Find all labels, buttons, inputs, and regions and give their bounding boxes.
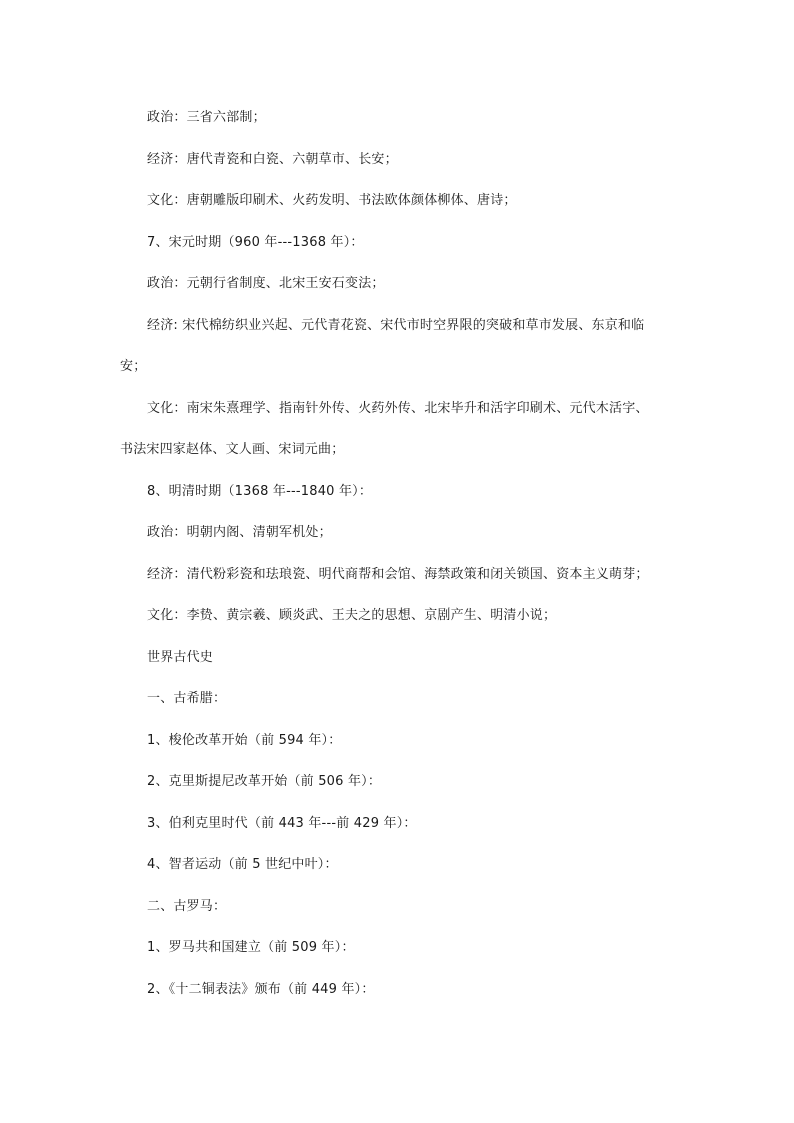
text-line: 政治：三省六部制； <box>147 110 266 125</box>
text-line: 文化：南宋朱熹理学、指南针外传、火药外传、北宋毕升和活字印刷术、元代木活字、 <box>147 401 649 416</box>
text-line: 经济: 宋代棉纺织业兴起、元代青花瓷、宋代市时空界限的突破和草市发展、东京和临 <box>147 318 645 333</box>
list-item: 3、伯利克里时代（前 443 年---前 429 年）： <box>147 816 417 831</box>
list-item: 4、智者运动（前 5 世纪中叶）： <box>147 857 338 872</box>
text-line-continuation: 安； <box>120 359 147 374</box>
text-line: 经济：清代粉彩瓷和珐琅瓷、明代商帮和会馆、海禁政策和闭关锁国、资本主义萌芽； <box>147 567 649 582</box>
section-heading: 8、明清时期（1368 年---1840 年）： <box>147 484 373 499</box>
list-item: 1、罗马共和国建立（前 509 年）： <box>147 940 355 955</box>
text-line: 政治：明朝内阁、清朝军机处； <box>147 525 332 540</box>
list-item: 2、克里斯提尼改革开始（前 506 年）： <box>147 774 382 789</box>
list-item: 2、《十二铜表法》颁布（前 449 年）： <box>147 982 375 997</box>
text-line: 文化：唐朝雕版印刷术、火药发明、书法欧体颜体柳体、唐诗； <box>147 193 517 208</box>
text-line-continuation: 书法宋四家赵体、文人画、宋词元曲； <box>120 442 345 457</box>
section-heading: 世界古代史 <box>147 650 214 665</box>
section-heading: 7、宋元时期（960 年---1368 年）： <box>147 235 364 250</box>
subsection-heading: 一、古希腊： <box>147 691 227 706</box>
subsection-heading: 二、古罗马： <box>147 899 227 914</box>
text-line: 政治：元朝行省制度、北宋王安石变法； <box>147 276 385 291</box>
text-line: 文化：李贽、黄宗羲、顾炎武、王夫之的思想、京剧产生、明清小说； <box>147 608 557 623</box>
text-line: 经济：唐代青瓷和白瓷、六朝草市、长安； <box>147 152 398 167</box>
list-item: 1、梭伦改革开始（前 594 年）： <box>147 733 342 748</box>
